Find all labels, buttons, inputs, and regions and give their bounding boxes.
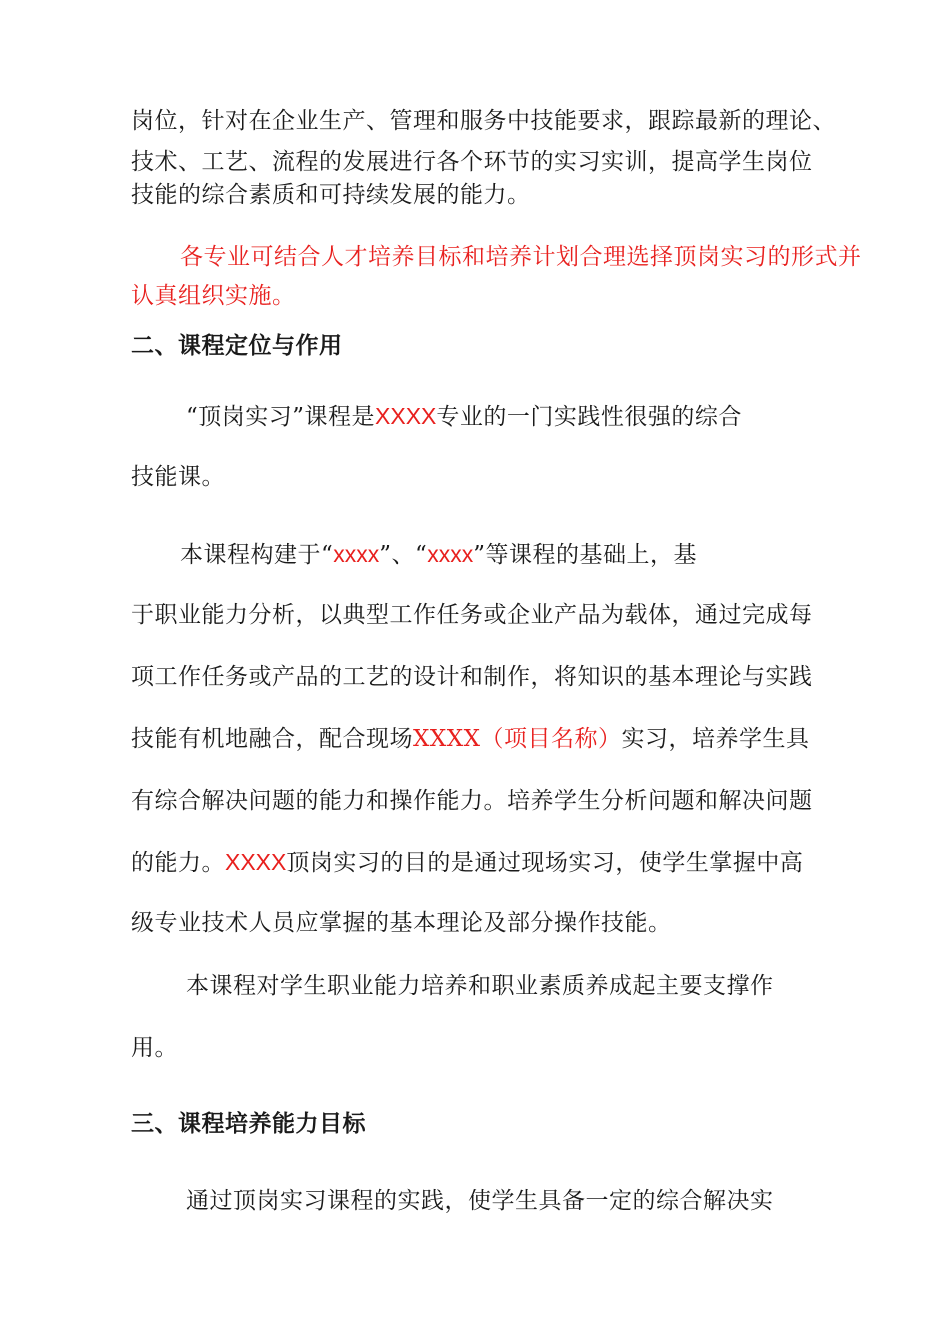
placeholder-text: XXXX [225,849,287,875]
paragraph-line: 通过顶岗实习课程的实践，使学生具备一定的综合解决实 [186,1188,774,1214]
paragraph-line [186,401,742,432]
text-segment: 专业的一门实践性很强的综合 [436,404,742,430]
paragraph-line: 用。 [131,1035,178,1061]
paragraph-line: 技能的综合素质和可持续发展的能力。 [131,182,531,208]
note-line: 认真组织实施。 [131,283,296,309]
text-segment: 的能力。 [131,850,225,876]
paragraph-line [131,724,810,754]
paragraph-line [131,847,803,878]
text-segment: 技能有机地融合，配合现场 [131,726,413,752]
text-segment: 本课程构建于“ [180,542,334,568]
section-heading: 二、课程定位与作用 [131,333,343,359]
text-segment: 顶岗实习的目的是通过现场实习，使学生掌握中高 [286,850,804,876]
paragraph-line: 于职业能力分析，以典型工作任务或企业产品为载体，通过完成每 [131,602,813,628]
placeholder-text: xxxx [333,541,380,567]
paragraph-line: 岗位，针对在企业生产、管理和服务中技能要求，跟踪最新的理论、 [131,108,836,134]
paragraph-line [180,539,697,570]
text-segment: ”、“ [379,542,428,568]
paragraph-line: 级专业技术人员应掌握的基本理论及部分操作技能。 [131,910,672,936]
text-segment: “顶岗实习”课程是 [186,404,376,430]
text-segment: 实习，培养学生具 [621,726,810,752]
paragraph-line: 技能课。 [131,464,225,490]
paragraph-line: 技术、工艺、流程的发展进行各个环节的实习实训，提高学生岗位 [131,149,813,175]
paragraph-line: 本课程对学生职业能力培养和职业素质养成起主要支撑作 [186,973,774,999]
paragraph-line: 项工作任务或产品的工艺的设计和制作，将知识的基本理论与实践 [131,664,813,690]
text-segment: ”等课程的基础上，基 [473,542,698,568]
note-line: 各专业可结合人才培养目标和培养计划合理选择顶岗实习的形式并 [180,244,862,270]
paragraph-line: 有综合解决问题的能力和操作能力。培养学生分析问题和解决问题 [131,788,813,814]
placeholder-text: xxxx [427,541,474,567]
placeholder-text: XXXX（项目名称） [413,726,622,752]
placeholder-text: XXXX [375,403,437,429]
section-heading: 三、课程培养能力目标 [131,1111,366,1137]
